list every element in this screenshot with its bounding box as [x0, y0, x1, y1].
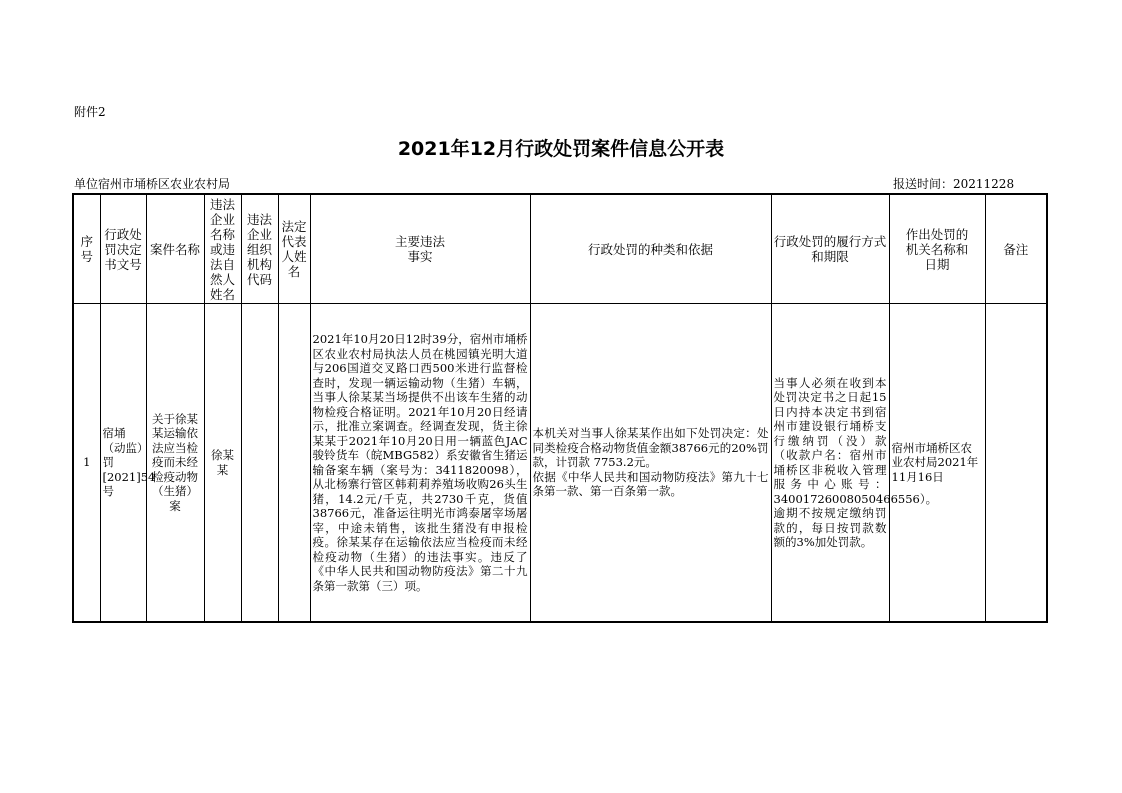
- table-row: [73, 304, 1047, 623]
- col-header-facts: 主要违法 事实: [310, 194, 530, 304]
- col-header-remark: 备注: [985, 194, 1047, 304]
- col-header-legal-rep: 法定代表人姓名: [278, 194, 310, 304]
- col-header-performance: 行政处罚的履行方式和期限: [771, 194, 889, 304]
- cell-performance: 当事人必须在收到本处罚决定书之日起15日内持本决定书到宿州市建设银行埇桥支行缴纳罚（没）款（收款户名：宿州市埇桥区非税收入管理服务中心账号：34001726008050466556）。逾期不按规定缴纳罚款的，每日按罚款数额的3%加处罚款。: [771, 304, 889, 623]
- cell-penalty-basis: 本机关对当事人徐某某作出如下处罚决定：处同类检疫合格动物货值金额38766元的20%罚款，计罚款 7753.2元。 依据《中华人民共和国动物防疫法》第九十七条第一款、第一百条第一款。: [530, 304, 771, 623]
- report-time: 报送时间：20211228: [893, 177, 1015, 191]
- col-header-seq: 序号: [73, 194, 100, 304]
- col-header-doc-no: 行政处罚决定书文号: [100, 194, 146, 304]
- penalty-table: [72, 193, 1048, 623]
- cell-case-name: 关于徐某某运输依法应当检疫而未经检疫动物（生猪）案: [146, 304, 204, 623]
- cell-authority-date: 宿州市埇桥区农业农村局2021年11月16日: [889, 304, 985, 623]
- cell-seq: 1: [73, 304, 100, 623]
- cell-doc-no: 宿埇（动监）罚[2021]54号: [100, 304, 146, 623]
- cell-facts: 2021年10月20日12时39分，宿州市埇桥区农业农村局执法人员在桃园镇光明大道与206国道交叉路口西500米进行监督检查时，发现一辆运输动物（生猪）车辆，当事人徐某某当场提供不出该车生猪的动物检疫合格证明。2021年10月20日经请示，批准立案调查。经调查发现，货主徐某某于2021年10月20日用一辆蓝色JAC骏铃货车（皖MBG582）系安徽省生猪运输备案车辆（案号为：3411820098），从北杨寨行管区韩莉莉养殖场收购26头生猪，14.2元/千克，共2730千克，货值38766元，准备运往明光市鸿泰屠宰场屠宰，中途未销售，该批生猪没有申报检疫。徐某某存在运输依法应当检疫而未经检疫动物（生猪）的违法事实。违反了《中华人民共和国动物防疫法》第二十九条第一款第（三）项。: [310, 304, 530, 623]
- table-header-row: [73, 194, 1047, 304]
- col-header-party: [204, 194, 241, 304]
- col-header-penalty-basis: 行政处罚的种类和依据: [530, 194, 771, 304]
- cell-org-code: [241, 304, 278, 623]
- col-header-case-name: 案件名称: [146, 194, 204, 304]
- page-title: 2021年12月行政处罚案件信息公开表: [397, 138, 725, 160]
- col-header-org-code: 违法企业组织机构代码: [241, 194, 278, 304]
- col-header-party-text: 违法企业名称或违法自然人姓名: [209, 196, 235, 302]
- col-header-authority-date: 作出处罚的 机关名称和 日期: [889, 194, 985, 304]
- cell-remark: [985, 304, 1047, 623]
- unit-label: 单位宿州市埇桥区农业农村局: [74, 177, 231, 191]
- attachment-label: 附件2: [74, 105, 106, 119]
- cell-legal-rep: [278, 304, 310, 623]
- cell-party: 徐某某: [204, 304, 241, 623]
